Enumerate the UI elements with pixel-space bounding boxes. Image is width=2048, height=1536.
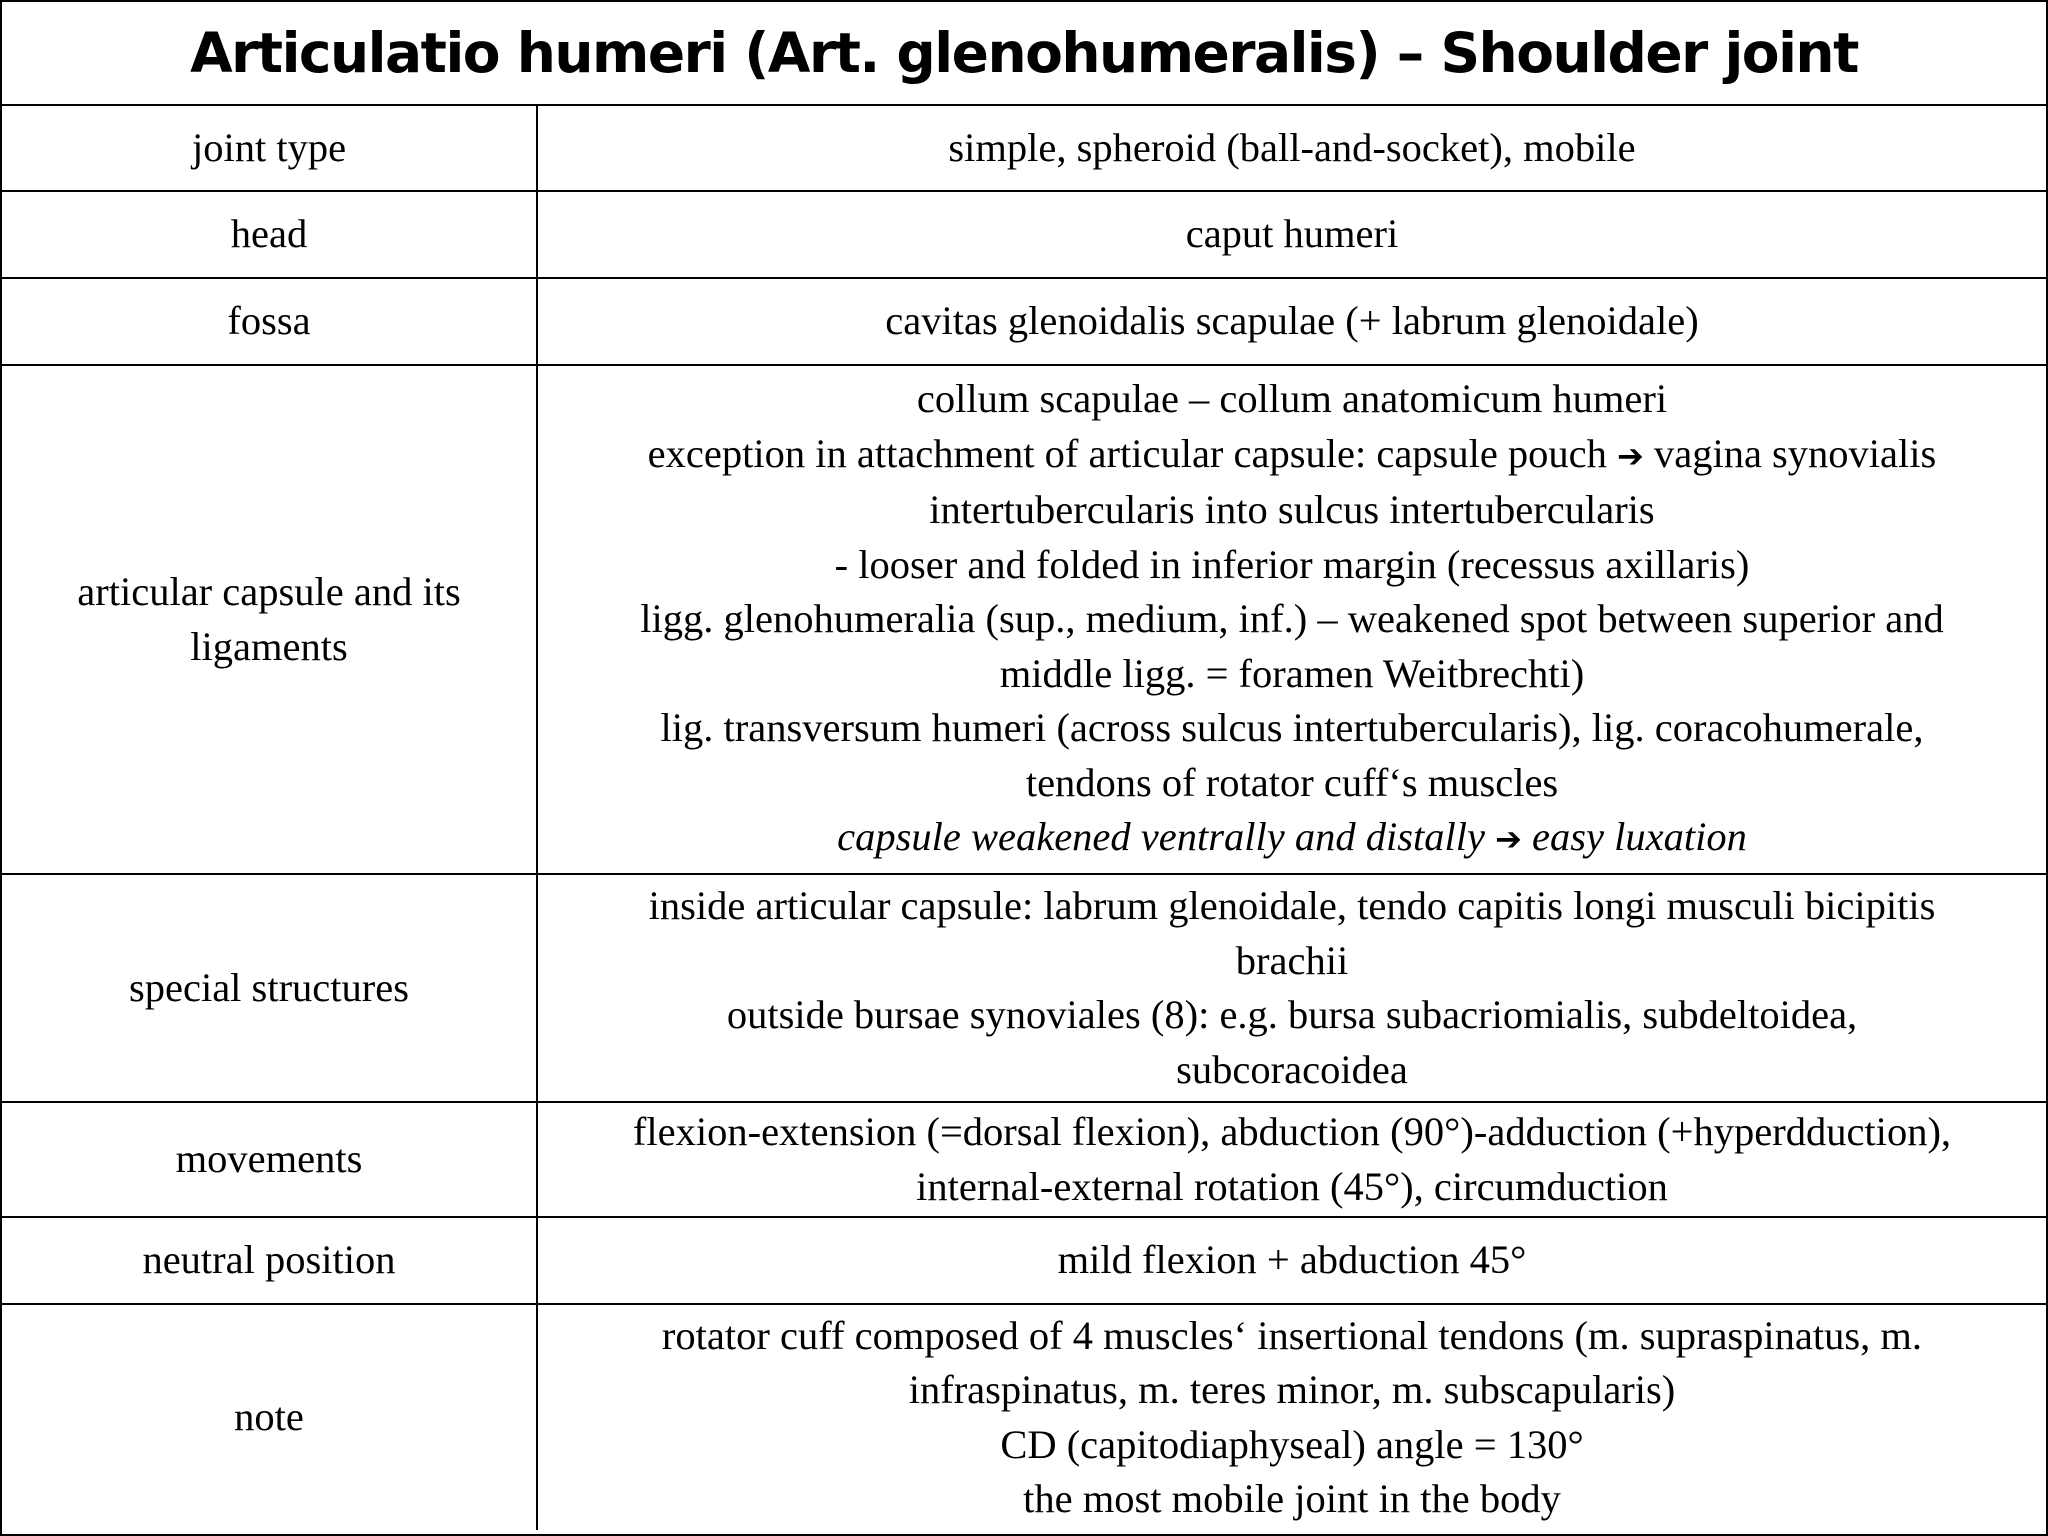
page-title: Articulatio humeri (Art. glenohumeralis) – Shoulder joint: [2, 2, 2046, 106]
value-line: inside articular capsule: labrum glenoidale, tendo capitis longi musculi bicipitis: [648, 883, 1936, 928]
value-line: mild flexion + abduction 45°: [1057, 1237, 1527, 1283]
table-row: [2, 1304, 2046, 1530]
value-line: brachii: [1235, 937, 1349, 983]
value-line: - looser and folded in inferior margin (recessus axillaris): [834, 541, 1750, 587]
table-row: [2, 106, 2046, 191]
value-line: internal-external rotation (45°), circumduction: [916, 1163, 1668, 1209]
row-label: movements: [2, 1102, 537, 1217]
row-label: note: [2, 1304, 537, 1530]
table-row: [2, 1102, 2046, 1217]
value-line: subcoracoidea: [1176, 1046, 1408, 1092]
row-label: head: [2, 191, 537, 278]
row-label: neutral position: [2, 1217, 537, 1304]
value-line: intertubercularis into sulcus intertubercularis: [929, 487, 1655, 533]
value-line: cavitas glenoidalis scapulae (+ labrum glenoidale): [885, 298, 1699, 344]
arrow-right-icon: ➔: [1617, 436, 1644, 475]
joint-table: [2, 106, 2046, 1530]
value-line: [542, 427, 2042, 484]
value-line: lig. transversum humeri (across sulcus intertubercularis), lig. coracohumerale,: [660, 705, 1924, 751]
row-label: fossa: [2, 278, 537, 365]
value-line: caput humeri: [1185, 211, 1399, 257]
value-line: CD (capitodiaphyseal) angle = 130°: [1000, 1421, 1584, 1467]
row-value: [537, 365, 2046, 874]
value-line: simple, spheroid (ball-and-socket), mobile: [948, 124, 1636, 170]
value-line: infraspinatus, m. teres minor, m. subscapularis): [908, 1367, 1676, 1412]
value-line: collum scapulae – collum anatomicum humeri: [916, 376, 1668, 422]
label-line: articular capsule and its: [77, 569, 461, 614]
value-line: outside bursae synoviales (8): e.g. bursa subacriomialis, subdeltoidea,: [726, 992, 1858, 1037]
row-label: joint type: [2, 106, 537, 191]
row-value: [537, 1217, 2046, 1304]
row-value: [537, 1304, 2046, 1530]
value-line: the most mobile joint in the body: [1023, 1476, 1561, 1521]
table-row: [2, 365, 2046, 874]
label-line: ligaments: [190, 623, 348, 669]
table-row: [2, 1217, 2046, 1304]
line-text: capsule weakened ventrally and distally: [837, 814, 1485, 860]
line-text: easy luxation: [1532, 814, 1747, 860]
value-line: [542, 810, 2042, 867]
row-value: [537, 106, 2046, 191]
row-label: special structures: [2, 874, 537, 1102]
line-text: exception in attachment of articular capsule: capsule pouch: [647, 430, 1607, 476]
arrow-right-icon: ➔: [1495, 820, 1522, 859]
table-row: [2, 874, 2046, 1102]
value-line: ligg. glenohumeralia (sup., medium, inf.) – weakened spot between superior and: [640, 596, 1944, 642]
value-line: rotator cuff composed of 4 muscles‘ insertional tendons (m. supraspinatus, m.: [661, 1312, 1923, 1358]
line-text: vagina synovialis: [1653, 430, 1937, 476]
table-row: [2, 278, 2046, 365]
value-line: middle ligg. = foramen Weitbrechti): [999, 650, 1585, 696]
row-value: [537, 874, 2046, 1102]
table-row: [2, 191, 2046, 278]
row-label: [2, 365, 537, 874]
value-line: tendons of rotator cuff‘s muscles: [1025, 759, 1559, 805]
row-value: [537, 278, 2046, 365]
value-line: flexion-extension (=dorsal flexion), abduction (90°)-adduction (+hyperdduction),: [632, 1109, 1952, 1154]
row-value: [537, 1102, 2046, 1217]
row-value: [537, 191, 2046, 278]
